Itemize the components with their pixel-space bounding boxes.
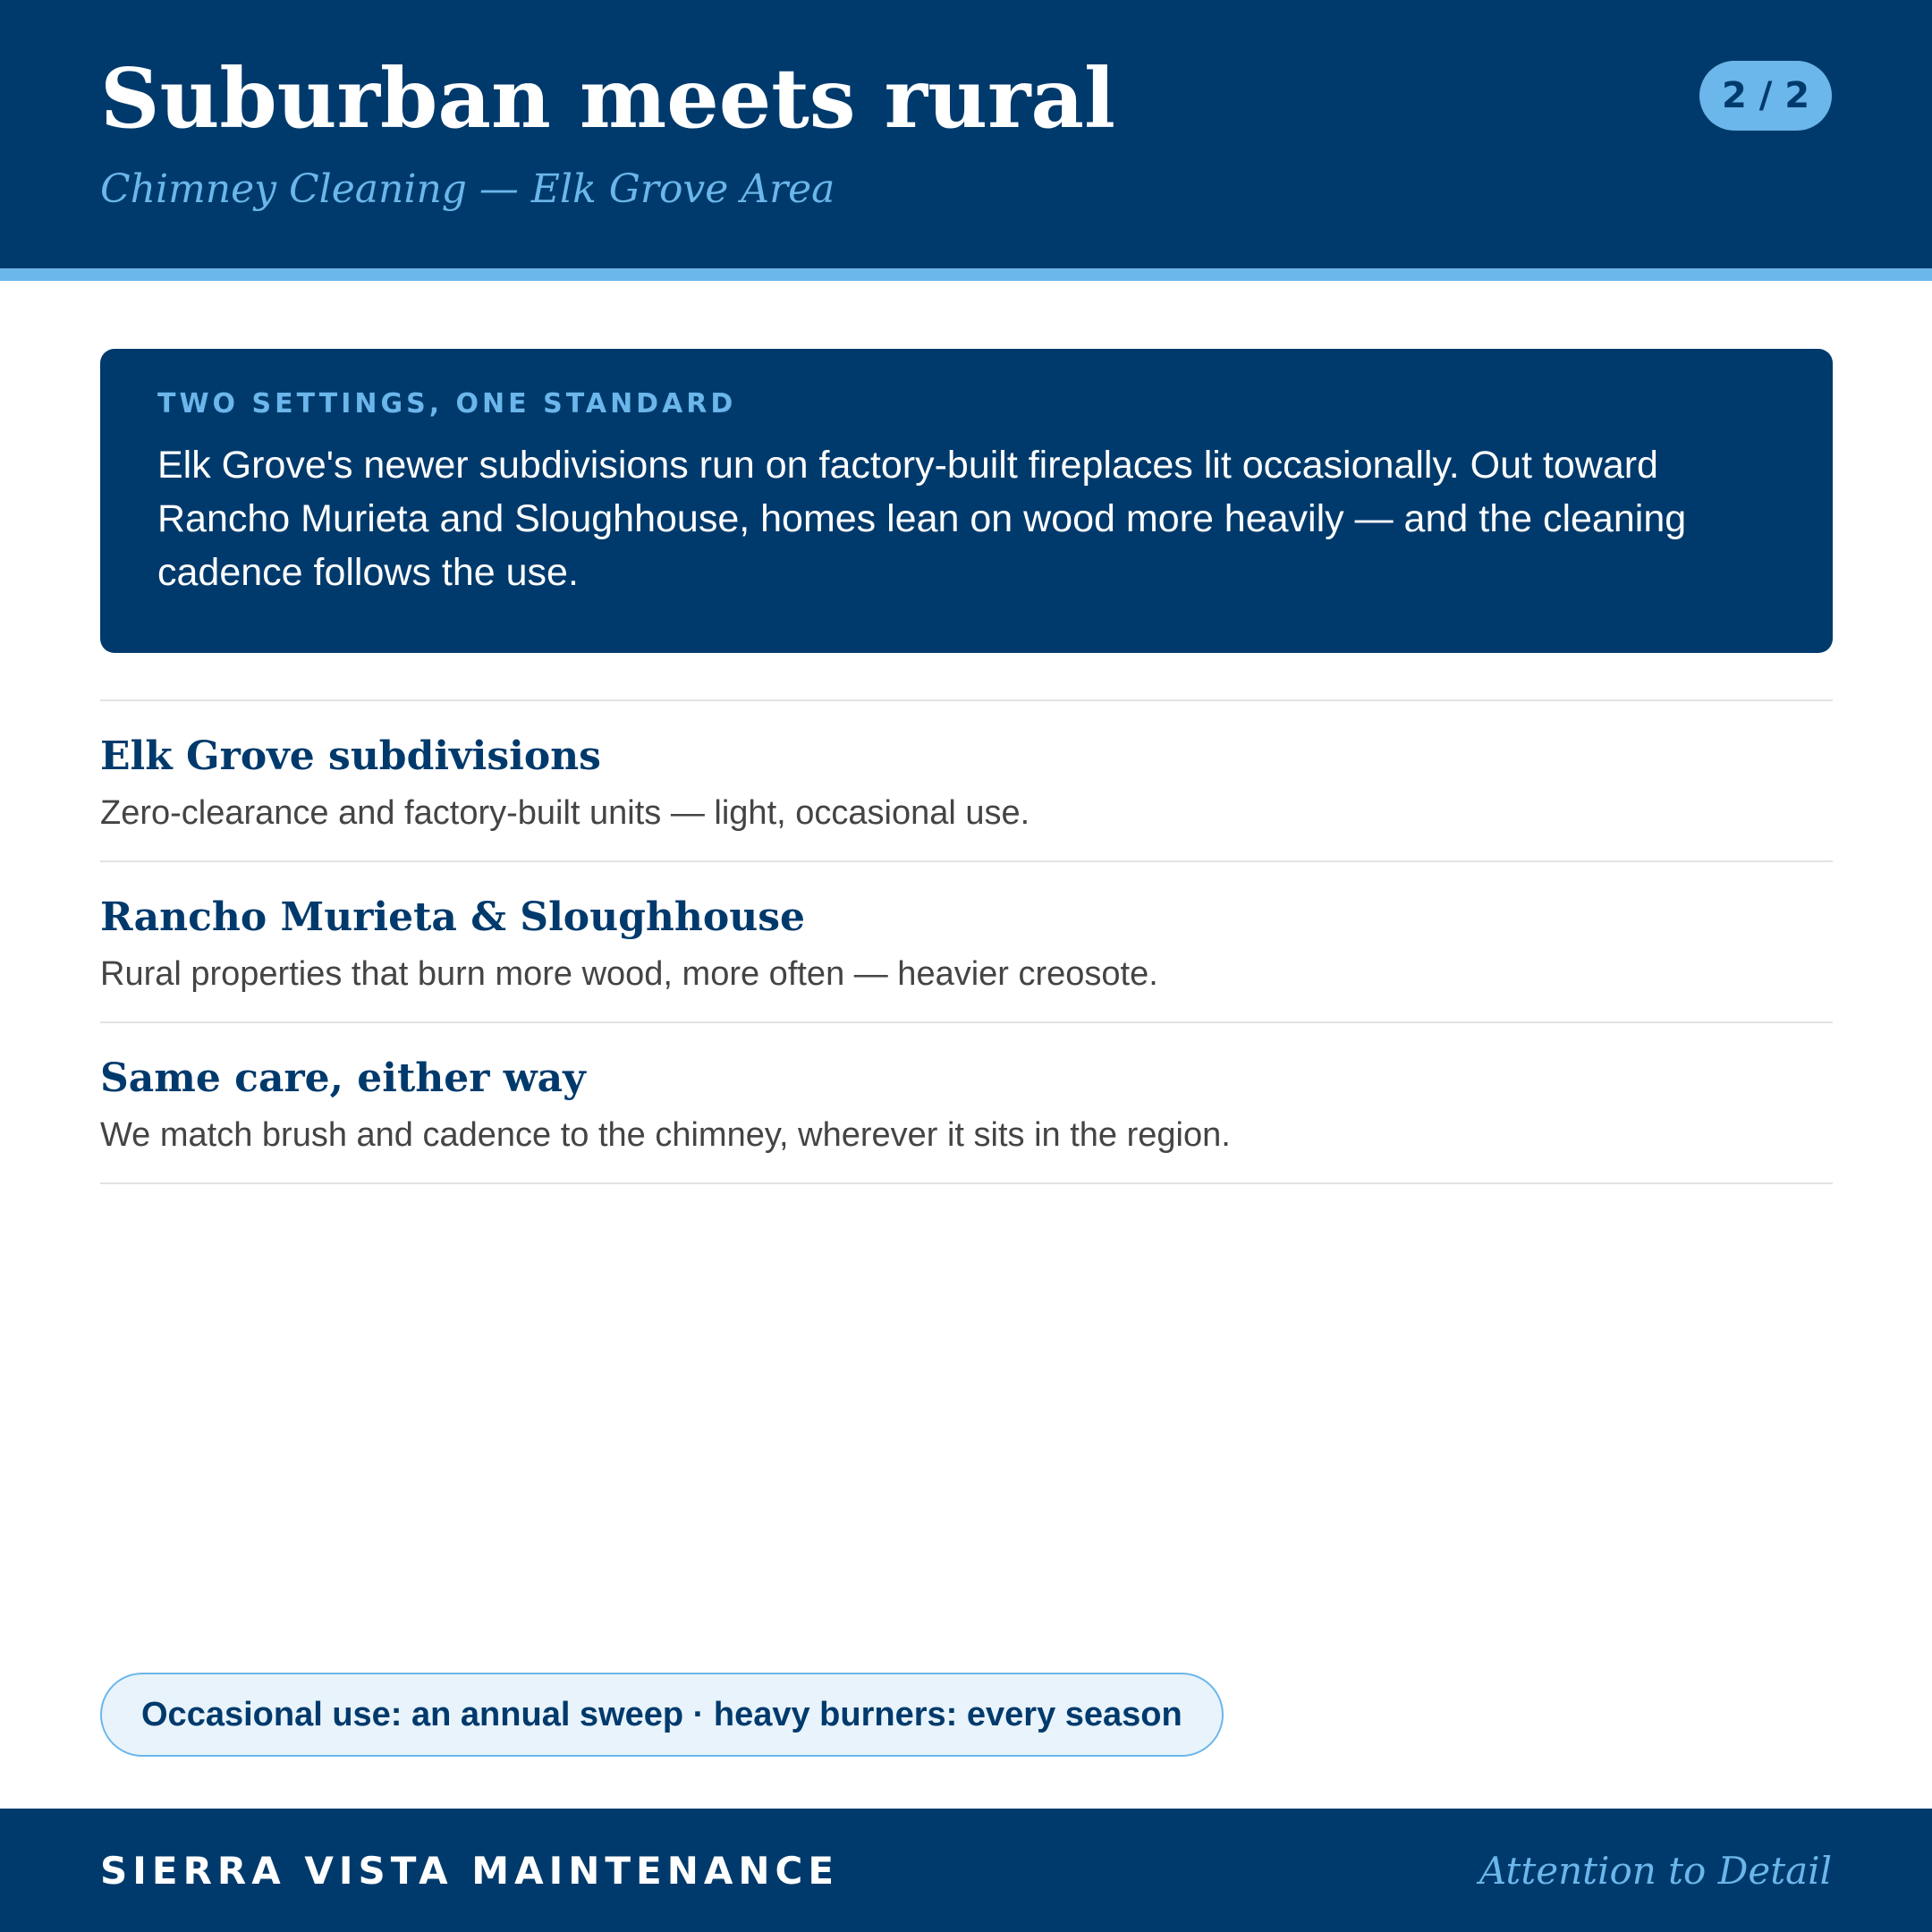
- header-accent-stripe: [0, 268, 1932, 281]
- settings-list: [100, 699, 1833, 1184]
- page-indicator-badge: 2 / 2: [1699, 61, 1832, 131]
- list-item-description: We match brush and cadence to the chimney, wherever it sits in the region.: [100, 1116, 1231, 1154]
- list-item-description: Zero-clearance and factory-built units — light, occasional use.: [100, 794, 1030, 832]
- list-item: [100, 862, 1833, 1023]
- callout-box: [100, 349, 1833, 653]
- list-item: [100, 1023, 1833, 1184]
- callout-eyebrow: TWO SETTINGS, ONE STANDARD: [157, 388, 737, 419]
- header-banner: [0, 0, 1932, 268]
- list-item-title: Same care, either way: [100, 1055, 586, 1101]
- list-item-description: Rural properties that burn more wood, more often — heavier creosote.: [100, 955, 1158, 993]
- footer-bar: [0, 1809, 1932, 1932]
- page-subtitle: Chimney Cleaning — Elk Grove Area: [100, 166, 835, 212]
- list-item-title: Rancho Murieta & Sloughhouse: [100, 894, 805, 940]
- page-title: Suburban meets rural: [100, 50, 1115, 147]
- list-item: [100, 701, 1833, 862]
- list-item-title: Elk Grove subdivisions: [100, 733, 601, 779]
- footer-brand: SIERRA VISTA MAINTENANCE: [100, 1849, 840, 1893]
- cadence-pill: Occasional use: an annual sweep · heavy burners: every season: [100, 1673, 1224, 1757]
- callout-body: Elk Grove's newer subdivisions run on factory-built fireplaces lit occasionally. Out toward Rancho Murieta and Sloughhouse, homes lean on wood more heavily — and the cleaning cadence follows the use.: [157, 444, 1687, 594]
- footer-tagline: Attention to Detail: [1479, 1849, 1832, 1893]
